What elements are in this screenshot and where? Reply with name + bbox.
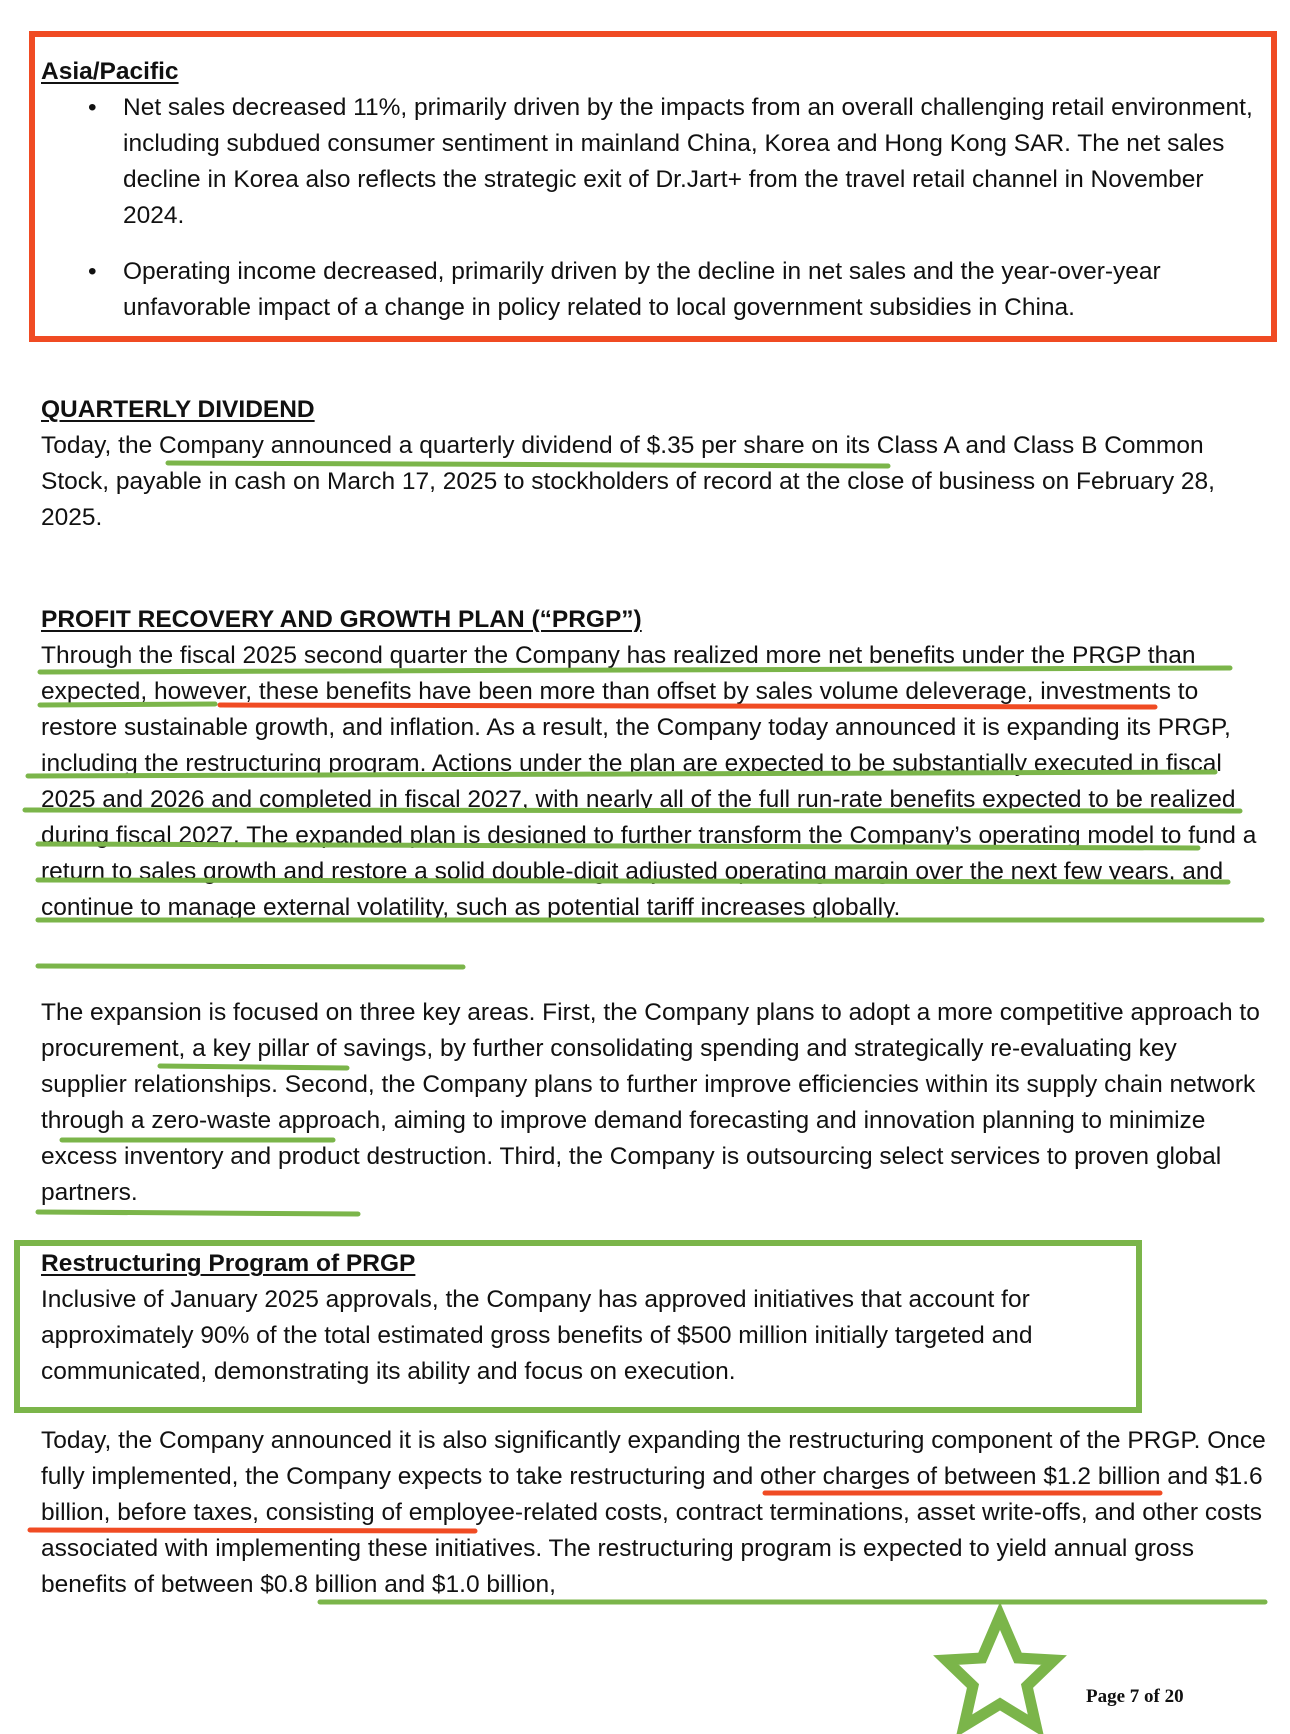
bullet-text: Operating income decreased, primarily driven by the decline in net sales and the year-over-year unfavorable impact of a change in policy related to local government subsidies in China. <box>123 258 1161 321</box>
restructuring-expansion: Today, the Company announced it is also significantly expanding the restructuring component of the PRGP. Once fully implemented, the Company expects to take restructuring and other charges of between $1.2 billion and $1.6 billion, before taxes, consisting of employee-related costs, contract terminations, asset write-offs, and other costs associated with implementing these initiatives. The restructuring program is expected to yield annual gross benefits of between $0.8 billion and $1.0 billion, <box>41 1427 1266 1598</box>
dividend-heading: QUARTERLY DIVIDEND <box>41 396 315 423</box>
prgp-heading: PROFIT RECOVERY AND GROWTH PLAN (“PRGP”) <box>41 606 642 633</box>
asia-pacific-heading: Asia/Pacific <box>41 58 179 85</box>
list-item <box>80 254 1260 326</box>
restructuring-heading: Restructuring Program of PRGP <box>41 1250 416 1277</box>
bullet-icon: • <box>88 94 97 121</box>
bullet-icon: • <box>88 258 97 285</box>
green-underline-prgp-8 <box>38 966 463 967</box>
list-item <box>80 90 1260 234</box>
prgp-body: Through the fiscal 2025 second quarter the Company has realized more net benefits under the PRGP than expected, however, these benefits have been more than offset by sales volume deleverage, investments to restore sustainable growth, and inflation. As a result, the Company today announced it is expanding its PRGP, including the restructuring program. Actions under the plan are expected to be substantially executed in fiscal 2025 and 2026 and completed in fiscal 2027, with nearly all of the full run-rate benefits expected to be realized during fiscal 2027. The expanded plan is designed to further transform the Company’s operating model to fund a return to sales growth and restore a solid double-digit adjusted operating margin over the next few years, and continue to manage external volatility, such as potential tariff increases globally. <box>41 642 1257 921</box>
star-icon <box>946 1616 1054 1726</box>
dividend-body: Today, the Company announced a quarterly dividend of $.35 per share on its Class A and Class B Common Stock, payable in cash on March 17, 2025 to stockholders of record at the close of business on February 28, 2025. <box>41 432 1215 531</box>
green-underline-outsourcing <box>38 1212 358 1214</box>
prgp-expansion: The expansion is focused on three key areas. First, the Company plans to adopt a more competitive approach to procurement, a key pillar of savings, by further consolidating spending and strategically re-evaluating key supplier relationships. Second, the Company plans to further improve efficiencies within its supply chain network through a zero-waste approach, aiming to improve demand forecasting and innovation planning to minimize excess inventory and product destruction. Third, the Company is outsourcing select services to proven global partners. <box>41 999 1260 1206</box>
asia-pacific-bullets <box>80 90 1260 346</box>
restructuring-body: Inclusive of January 2025 approvals, the Company has approved initiatives that account for approximately 90% of the total estimated gross benefits of $500 million initially targeted and communicated, demonstrating its ability and focus on execution. <box>41 1286 1033 1385</box>
bullet-text: Net sales decreased 11%, primarily driven by the impacts from an overall challenging retail environment, including subdued consumer sentiment in mainland China, Korea and Hong Kong SAR. The net sales decline in Korea also reflects the strategic exit of Dr.Jart+ from the travel retail channel in November 2024. <box>123 94 1253 229</box>
page-number: Page 7 of 20 <box>1086 1686 1184 1707</box>
